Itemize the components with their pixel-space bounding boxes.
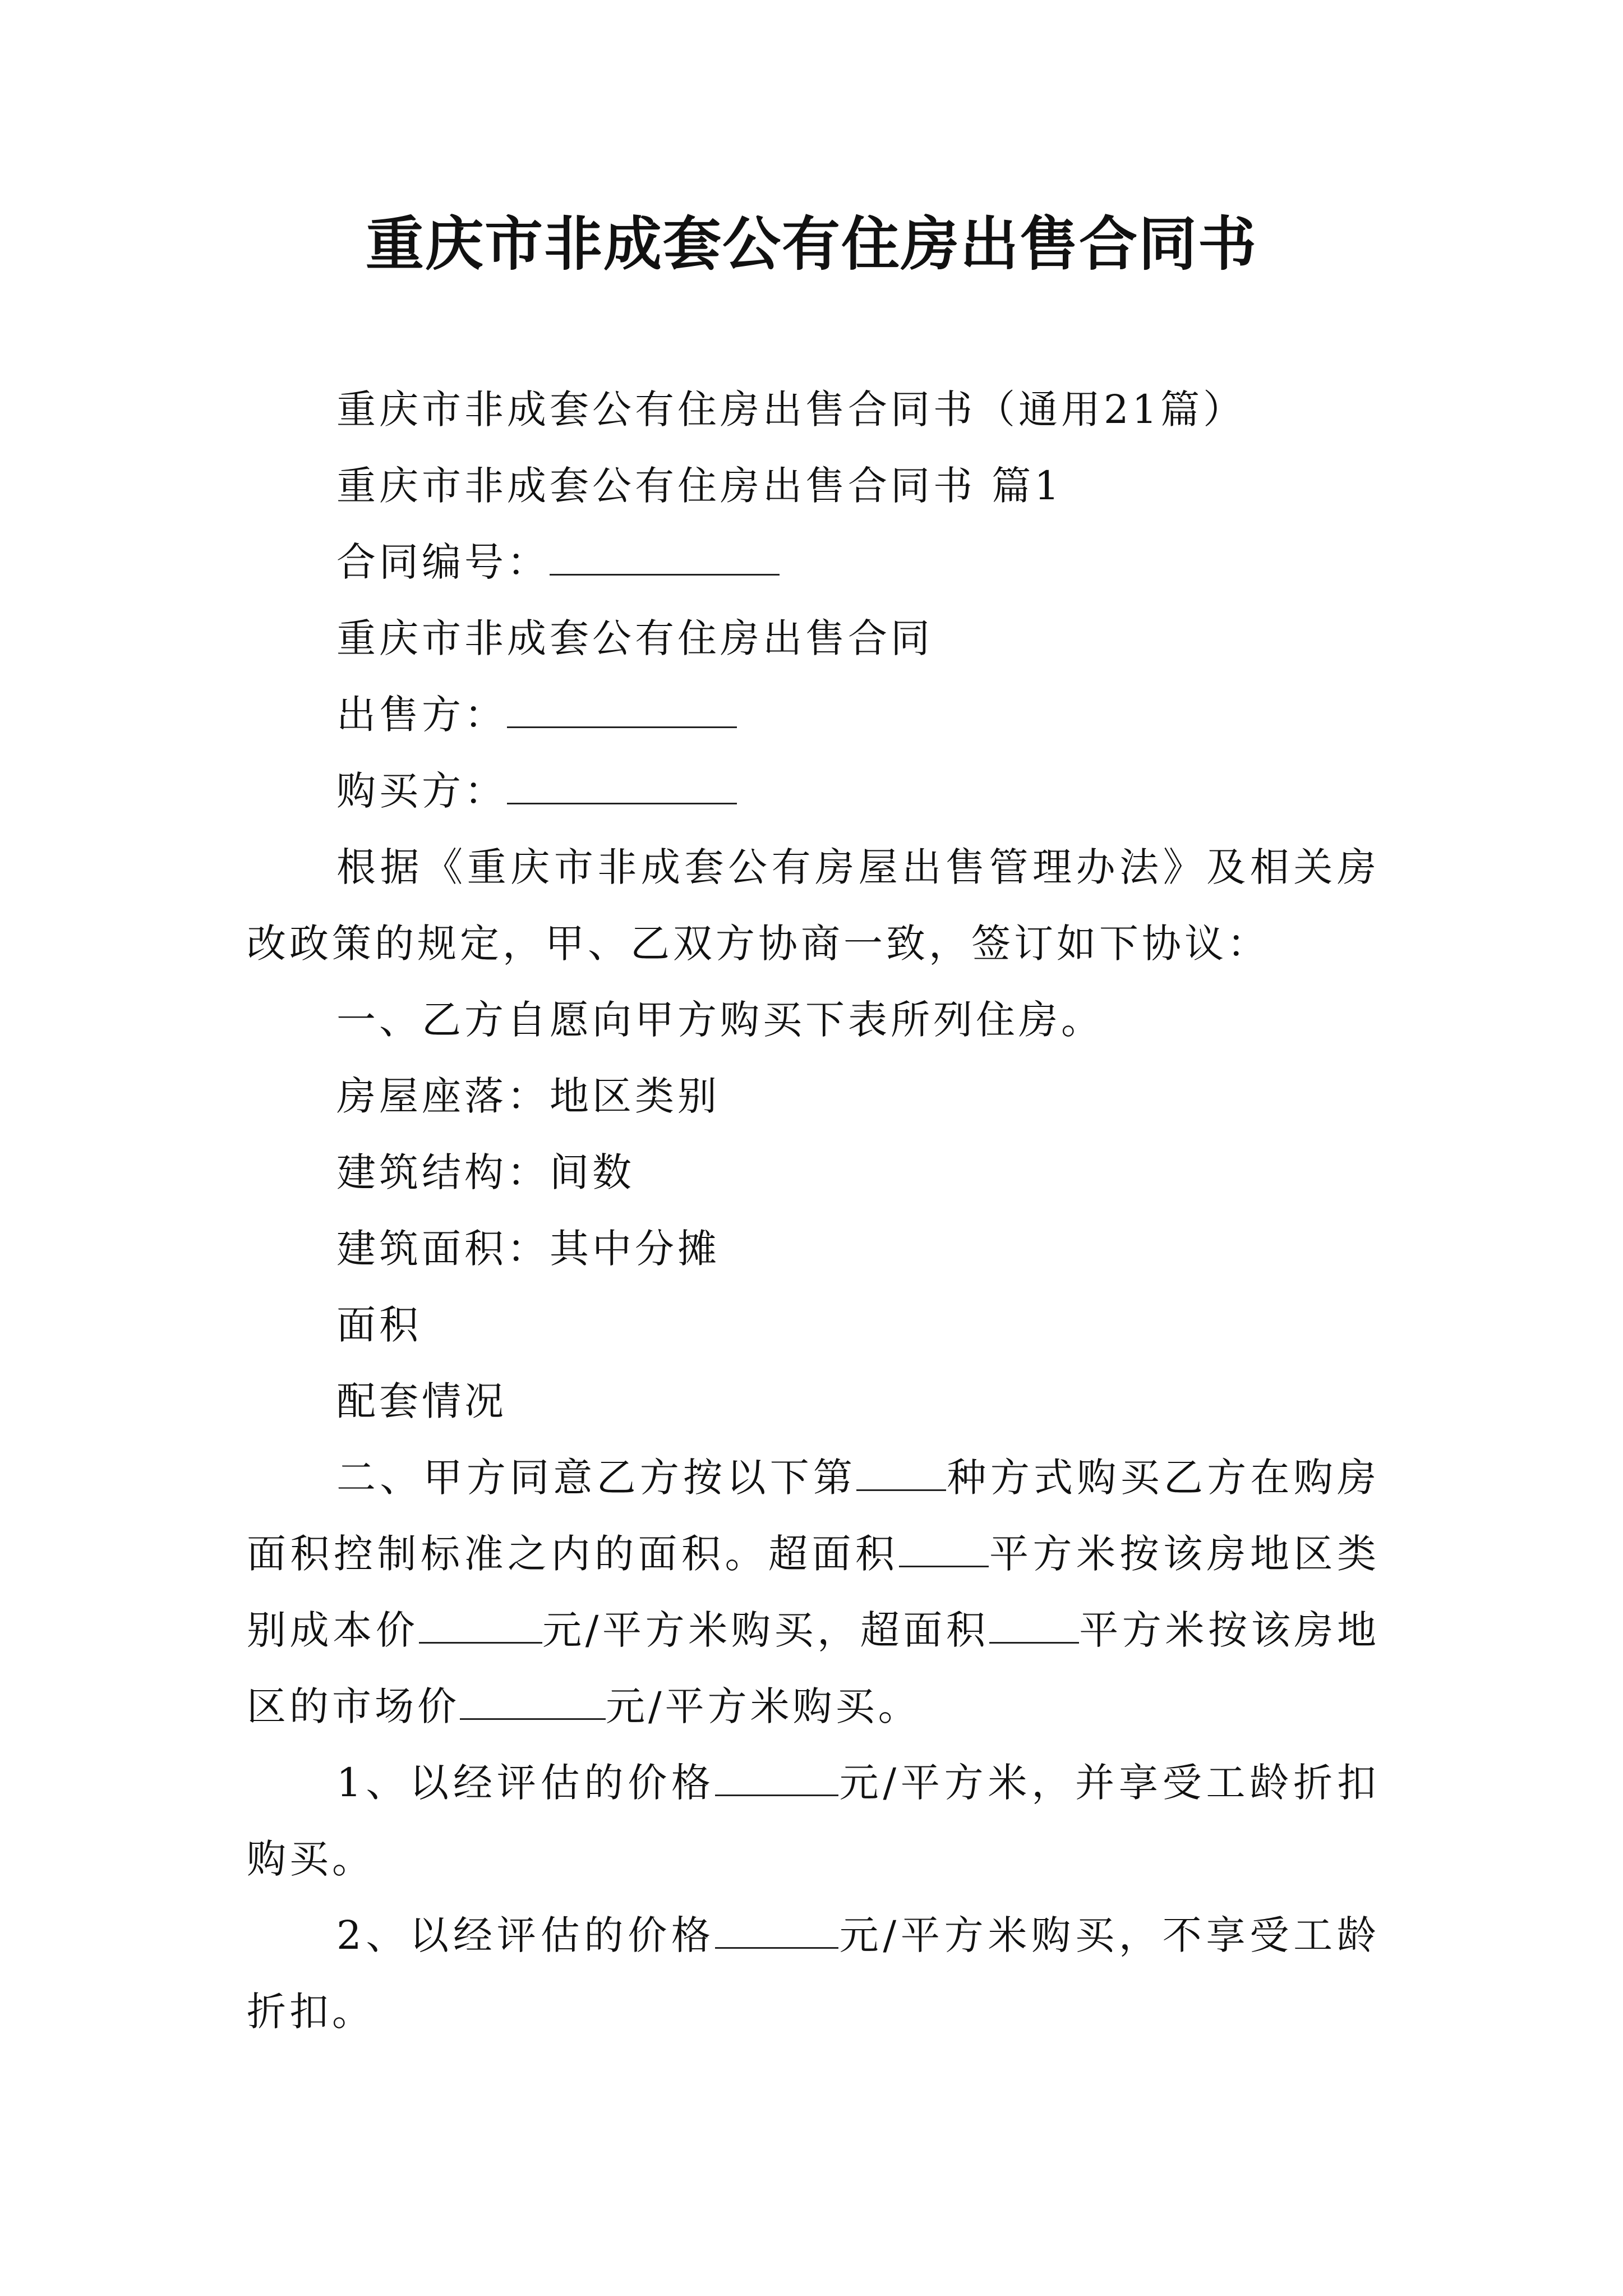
- contract-number-line: [247, 524, 1380, 600]
- clause-2-text-5: 平方米按该房地区的市场价: [247, 1607, 1380, 1729]
- excess-area-blank-2: [989, 1608, 1079, 1644]
- buyer-blank: [507, 769, 737, 804]
- contract-number-blank: [550, 540, 780, 576]
- seller-label: 出售方：: [336, 692, 507, 738]
- clause-2-text-2: 种方式购买乙方在购房面积控制标准之内的面积。超面积: [247, 1455, 1380, 1577]
- cost-price-blank: [419, 1608, 542, 1644]
- intro-paragraph: 根据《重庆市非成套公有房屋出售管理办法》及相关房改政策的规定，甲、乙双方协商一致，签订如下协议：: [247, 844, 1380, 967]
- document-title: 重庆市非成套公有住房出售合同书: [365, 210, 1257, 278]
- clause-2-text-4: 元/平方米购买，超面积: [542, 1607, 989, 1653]
- option-2-text-1: 2、以经评估的价格: [336, 1912, 715, 1958]
- clause-1: 一、乙方自愿向甲方购买下表所列住房。: [336, 997, 1104, 1043]
- seller-blank: [507, 693, 737, 728]
- option-1-price-blank: [715, 1761, 838, 1796]
- structure-line: 建筑结构：间数: [336, 1149, 635, 1195]
- clause-2: [247, 1439, 1380, 1745]
- buyer-line: [247, 753, 1380, 829]
- option-2: [247, 1897, 1380, 2050]
- clause-2-text-1: 二、甲方同意乙方按以下第: [336, 1455, 857, 1501]
- buyer-label: 购买方：: [336, 768, 507, 814]
- document-subtitle: 重庆市非成套公有住房出售合同书（通用21篇）: [336, 386, 1246, 432]
- contract-number-label: 合同编号：: [336, 539, 550, 585]
- option-1: [247, 1745, 1380, 1897]
- clause-2-text-3: 平方米按该房地区类别成本价: [247, 1531, 1380, 1653]
- area-line: 建筑面积：其中分摊: [336, 1226, 720, 1272]
- seller-line: [247, 677, 1380, 753]
- clause-2-text-6: 元/平方米购买。: [606, 1683, 921, 1729]
- location-line: 房屋座落：地区类别: [336, 1073, 720, 1119]
- method-blank: [856, 1456, 946, 1491]
- facilities-line: 配套情况: [336, 1378, 507, 1424]
- option-1-text-2: 元/平方米，并享受工龄折扣购买。: [247, 1760, 1380, 1882]
- option-2-price-blank: [715, 1913, 838, 1949]
- area-word: 面积: [336, 1302, 422, 1348]
- excess-area-blank-1: [899, 1532, 989, 1567]
- document-body: [247, 371, 1380, 2050]
- part-heading: 重庆市非成套公有住房出售合同书 篇1: [336, 463, 1063, 509]
- option-2-text-2: 元/平方米购买，不享受工龄折扣。: [247, 1912, 1380, 2035]
- contract-name: 重庆市非成套公有住房出售合同: [336, 615, 933, 661]
- option-1-text-1: 1、以经评估的价格: [336, 1760, 715, 1806]
- market-price-blank: [460, 1685, 606, 1720]
